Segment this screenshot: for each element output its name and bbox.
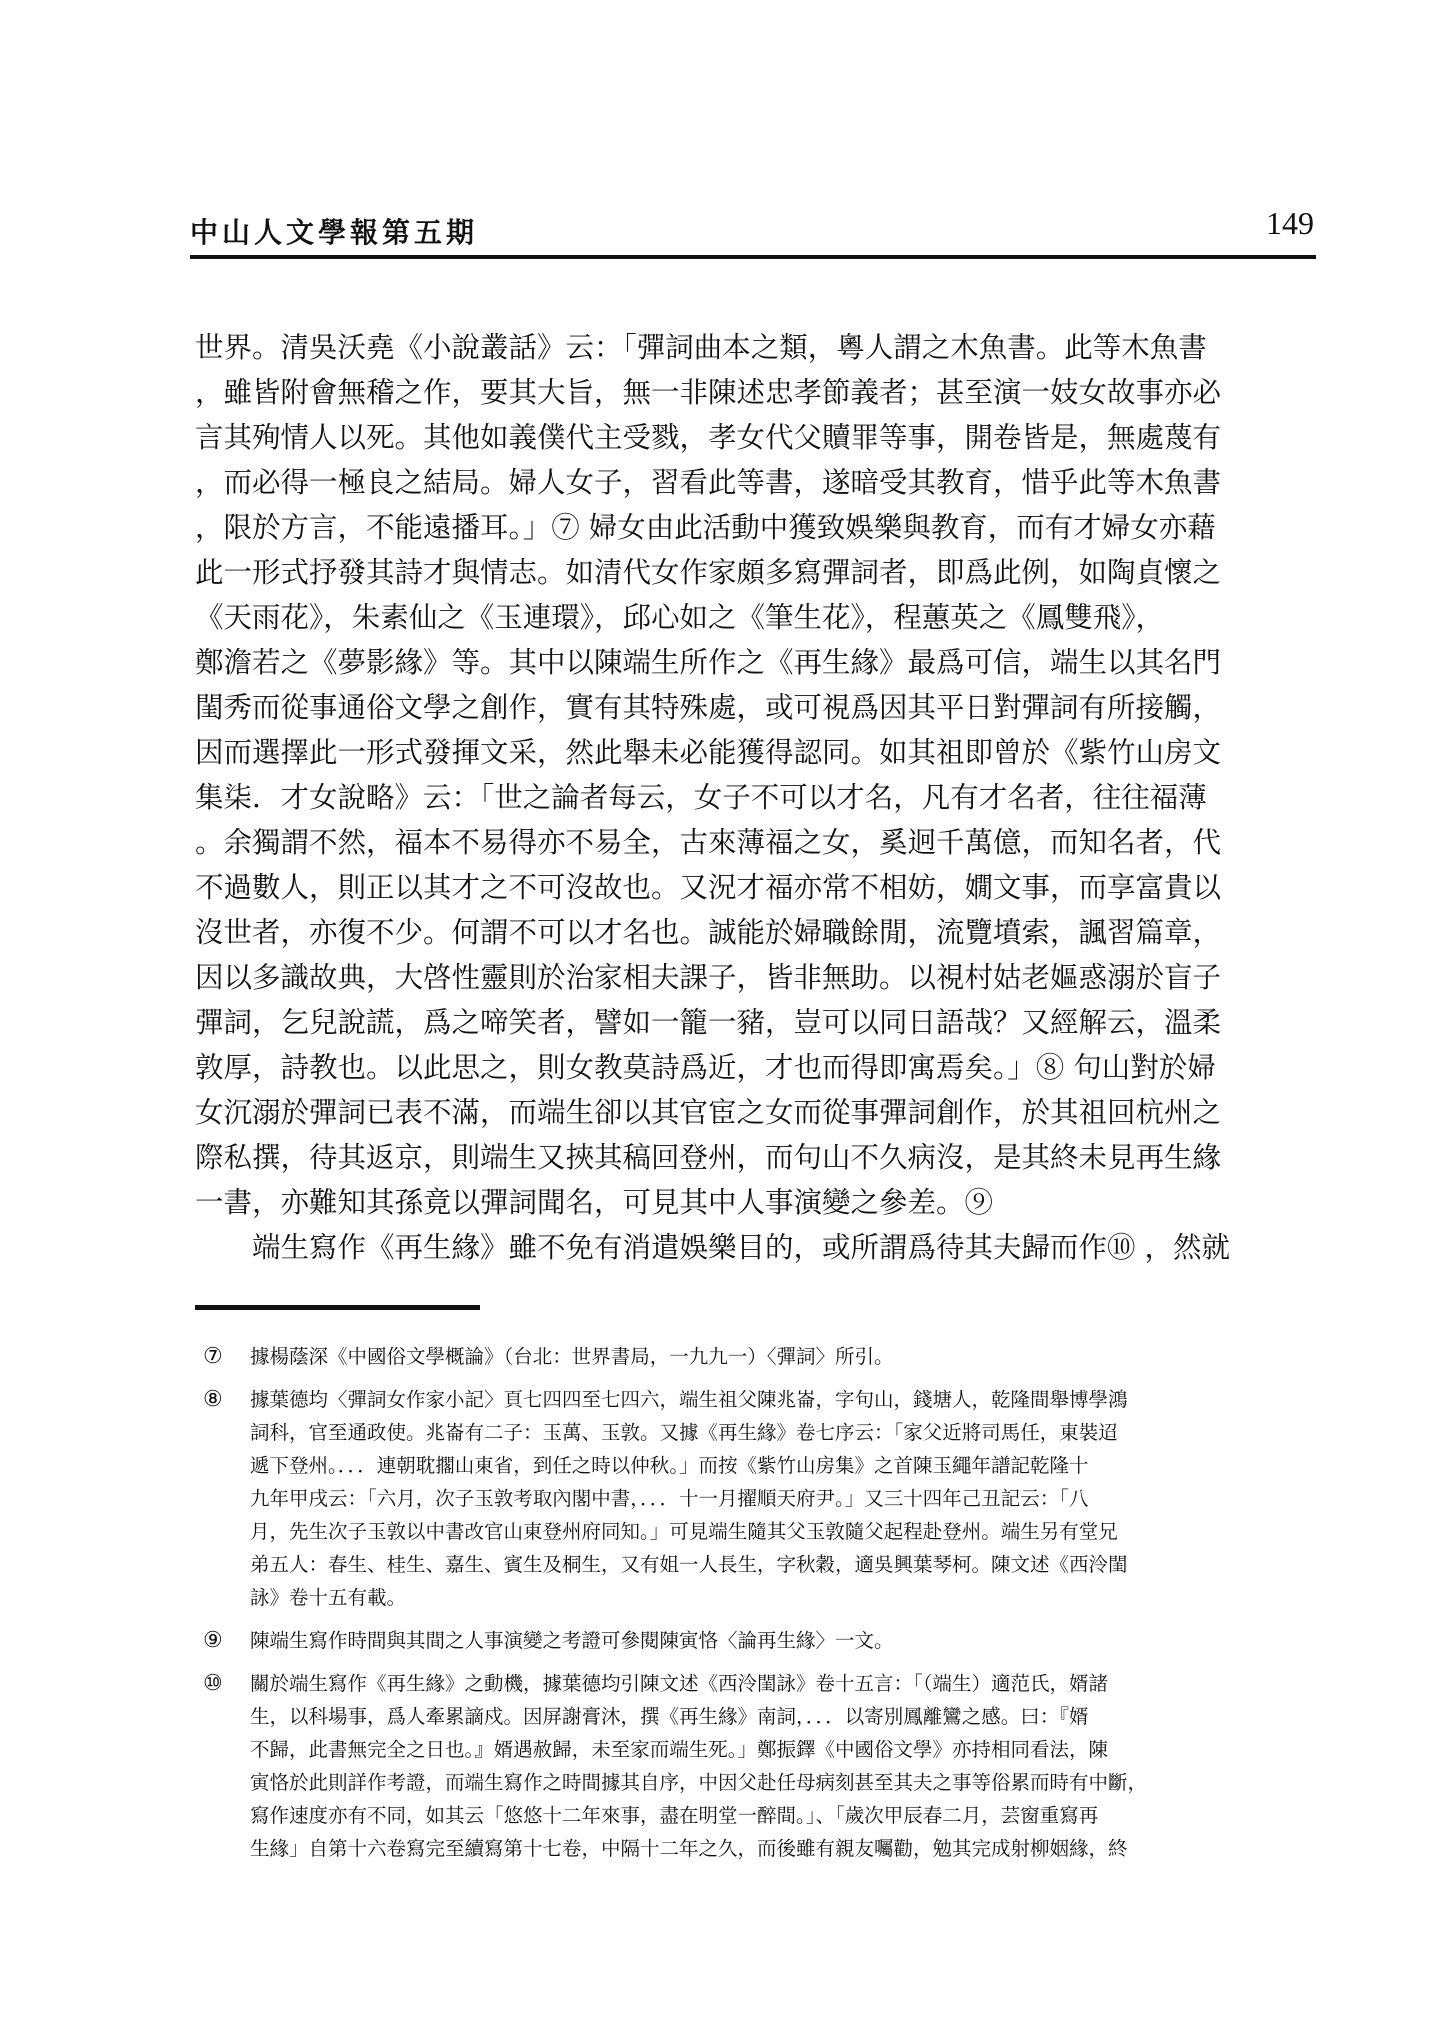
footnote-line: 陳端生寫作時間與其間之人事演變之考證可參閱陳寅恪〈論再生緣〉一文。 bbox=[250, 1629, 894, 1652]
footnote-line: 弟五人：春生、桂生、嘉生、賓生及桐生，又有姐一人長生，字秋穀，適吳興葉琴柯。陳文述《西泠閨 bbox=[250, 1553, 1128, 1576]
footnote bbox=[195, 1340, 1320, 1373]
footnote-line: 九年甲戌云：「六月，次子玉敦考取內閣中書，．．．十一月擢順天府尹。」又三十四年己丑記云：「八 bbox=[250, 1487, 1089, 1510]
footnote-line: 詞科，官至通政使。兆崙有二子：玉萬、玉敦。又據《再生緣》卷七序云：「家父近將司馬任，東裝迢 bbox=[250, 1421, 1118, 1444]
footnote bbox=[195, 1624, 1320, 1657]
footnote-marker: ⑧ bbox=[203, 1387, 223, 1412]
body-line: 沒世者，亦復不少。何謂不可以才名也。誠能於婦職餘閒，流覽墳索，諷習篇章， bbox=[195, 916, 1222, 949]
footnote-separator bbox=[195, 1305, 480, 1310]
body-line: 此一形式抒發其詩才與情志。如清代女作家頗多寫彈詞者，即爲此例，如陶貞懷之 bbox=[195, 556, 1222, 589]
body-line: 集柒．才女說略》云：「世之論者每云，女子不可以才名，凡有才名者，往往福薄 bbox=[195, 781, 1207, 814]
body-line: 端生寫作《再生緣》雖不免有消遣娛樂目的，或所謂爲待其夫歸而作⑩ ，然就 bbox=[195, 1231, 1231, 1264]
body-line: ，雖皆附會無稽之作，要其大旨，無一非陳述忠孝節義者；甚至演一妓女故事亦必 bbox=[195, 376, 1222, 409]
body-line: 因而選擇此一形式發揮文采，然此舉未必能獲得認同。如其祖即曾於《紫竹山房文 bbox=[195, 736, 1222, 769]
body-line: 敦厚，詩教也。以此思之，則女教莫詩爲近，才也而得即寓焉矣。」⑧ 句山對於婦 bbox=[195, 1051, 1216, 1084]
header-rule bbox=[190, 255, 1316, 259]
footnote-line: 生緣」自第十六卷寫完至續寫第十七卷，中隔十二年之久，而後雖有親友囑勸，勉其完成射柳姻緣，終 bbox=[250, 1837, 1128, 1860]
body-line: ，而必得一極良之結局。婦人女子，習看此等書，遂暗受其教育，惜乎此等木魚書 bbox=[195, 466, 1222, 499]
footnote-line: 寅恪於此則詳作考證，而端生寫作之時間據其自序，中因父赴任母病刻甚至其夫之事等俗累而時有中斷， bbox=[250, 1771, 1148, 1794]
footnote-marker: ⑩ bbox=[203, 1671, 223, 1696]
body-line: 世界。清吳沃堯《小說叢話》云：「彈詞曲本之類，粵人謂之木魚書。此等木魚書 bbox=[195, 331, 1207, 364]
footnotes bbox=[195, 1340, 1320, 1875]
running-header bbox=[190, 205, 1316, 261]
body-line: 不過數人，則正以其才之不可沒故也。又況才福亦常不相妨，嫺文事，而享富貴以 bbox=[195, 871, 1222, 904]
body-line: 言其殉情人以死。其他如義僕代主受戮，孝女代父贖罪等事，開卷皆是，無處蔑有 bbox=[195, 421, 1222, 454]
body-line: ，限於方言，不能遠播耳。」⑦ 婦女由此活動中獲致娛樂與教育，而有才婦女亦藉 bbox=[195, 511, 1216, 544]
footnote-line: 詠》卷十五有載。 bbox=[250, 1586, 407, 1609]
footnote-line: 不歸，此書無完全之日也。』婿遇赦歸，未至家而端生死。」鄭振鐸《中國俗文學》亦持相同看法，陳 bbox=[250, 1738, 1109, 1761]
body-line: 一書，亦難知其孫竟以彈詞聞名，可見其中人事演變之參差。⑨ bbox=[195, 1186, 994, 1219]
body-line: 鄭澹若之《夢影緣》等。其中以陳端生所作之《再生緣》最爲可信，端生以其名門 bbox=[195, 646, 1222, 679]
body-line: 女沉溺於彈詞已表不滿，而端生卻以其官宦之女而從事彈詞創作，於其祖回杭州之 bbox=[195, 1096, 1222, 1129]
footnote-marker: ⑨ bbox=[203, 1628, 223, 1653]
body-line: 《天雨花》，朱素仙之《玉連環》，邱心如之《筆生花》，程蕙英之《鳳雙飛》， bbox=[195, 601, 1165, 634]
footnote-line: 關於端生寫作《再生緣》之動機，據葉德均引陳文述《西泠閨詠》卷十五言：「（端生）適范氏，婿諸 bbox=[250, 1672, 1109, 1695]
body-line: 。余獨謂不然，福本不易得亦不易全，古來薄福之女，奚迥千萬億，而知名者，代 bbox=[195, 826, 1222, 859]
footnote-marker: ⑦ bbox=[203, 1344, 223, 1369]
body-line: 因以多識故典，大啓性靈則於治家相夫課子，皆非無助。以視村姑老嫗惑溺於盲子 bbox=[195, 961, 1222, 994]
body-line: 閨秀而從事通俗文學之創作，實有其特殊處，或可視爲因其平日對彈詞有所接觸， bbox=[195, 691, 1222, 724]
body-text bbox=[195, 325, 1320, 1270]
footnote-line: 月，先生次子玉敦以中書改官山東登州府同知。」可見端生隨其父玉敦隨父起程赴登州。端生另有堂兄 bbox=[250, 1520, 1118, 1543]
footnote-line: 寫作速度亦有不同，如其云「悠悠十二年來事，盡在明堂一醉間。」、「歲次甲辰春二月，芸窗重寫再 bbox=[250, 1804, 1099, 1827]
footnote-line: 生，以科場事，爲人牽累謫戍。因屏謝膏沐，撰《再生緣》南詞，．．．以寄別鳳離鸞之感。曰：『婿 bbox=[250, 1705, 1089, 1728]
footnote bbox=[195, 1383, 1320, 1614]
footnote-line: 據楊蔭深《中國俗文學概論》（台北：世界書局，一九九一）〈彈詞〉所引。 bbox=[250, 1345, 894, 1368]
body-line: 際私撰，待其返京，則端生又挾其稿回登州，而句山不久病沒，是其終未見再生緣 bbox=[195, 1141, 1222, 1174]
footnote bbox=[195, 1667, 1320, 1865]
page-number: 149 bbox=[1266, 205, 1314, 241]
footnote-line: 遞下登州。．．．連朝耽擱山東省，到任之時以仲秋。」而按《紫竹山房集》之首陳玉繩年譜記乾隆十 bbox=[250, 1454, 1089, 1477]
journal-title: 中山人文學報第五期 bbox=[190, 216, 479, 249]
body-line: 彈詞，乞兒說謊，爲之啼笑者，譬如一籠一豬，豈可以同日語哉？又經解云，溫柔 bbox=[195, 1006, 1222, 1039]
footnote-line: 據葉德均〈彈詞女作家小記〉頁七四四至七四六，端生祖父陳兆崙，字句山，錢塘人，乾隆間舉博學鴻 bbox=[250, 1388, 1128, 1411]
